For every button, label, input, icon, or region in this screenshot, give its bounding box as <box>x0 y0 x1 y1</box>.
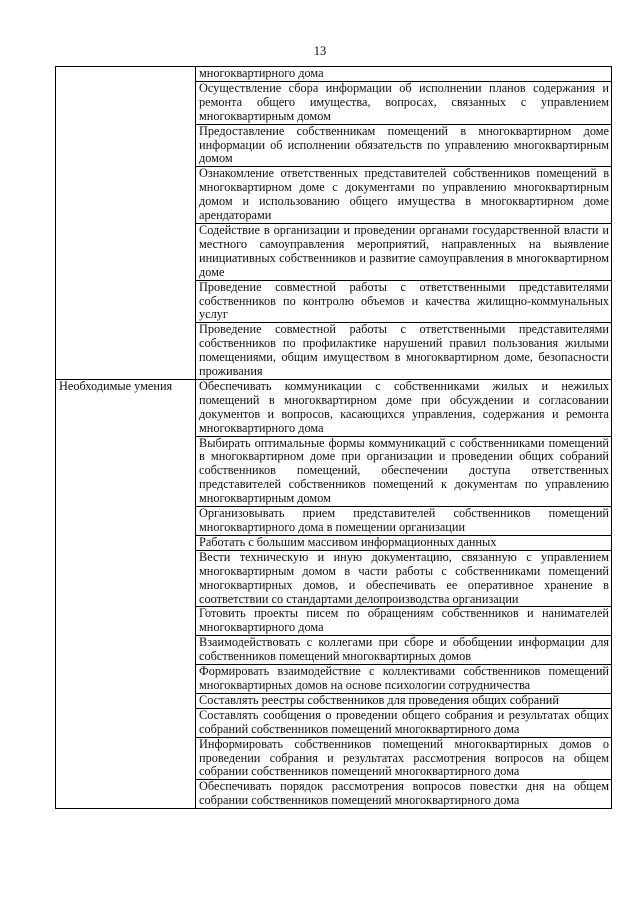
requirement-cell <box>196 693 612 708</box>
requirement-text: Проведение совместной работы с ответственными представителями собственников по профилактике нарушений правил пользования жилыми помещениями, общим имуществом в многоквартирном доме, безопасности проживания <box>199 322 609 379</box>
row-label: Необходимые умения <box>59 378 173 393</box>
requirement-cell <box>196 81 612 124</box>
requirement-text: Выбирать оптимальные формы коммуникаций с собственниками помещений в многоквартирном доме при организации и проведении общих собраний собственников помещений, обеспечении доступа ответственных представителей собственников помещений к документам по управлению многоквартирным домом <box>199 435 609 506</box>
page-number: 13 <box>313 44 327 58</box>
requirement-text: Обеспечивать порядок рассмотрения вопросов повестки дня на общем собрании собственников помещений многоквартирного дома <box>199 779 609 808</box>
table-row <box>56 67 612 82</box>
requirement-text: Работать с большим массивом информационных данных <box>199 534 497 549</box>
competency-table <box>55 66 612 809</box>
requirement-text: Содействие в организации и проведении органами государственной власти и местного самоуправления мероприятий, направленных на выявление инициативных собственников и развитие самоуправления в многоквартирном доме <box>199 222 609 279</box>
requirement-text: Проведение совместной работы с ответственными представителями собственников по контролю объемов и качества жилищно-коммунальных услуг <box>199 279 609 322</box>
requirement-cell <box>196 167 612 224</box>
requirement-cell <box>196 535 612 550</box>
requirement-cell <box>196 636 612 665</box>
requirement-cell <box>196 124 612 167</box>
requirement-text: Составлять сообщения о проведении общего собрания и результатах общих собраний собственников помещений многоквартирного дома <box>199 707 609 736</box>
requirement-cell <box>196 323 612 380</box>
requirement-text: Формировать взаимодействие с коллективами собственников помещений многоквартирных домов на основе психологии сотрудничества <box>199 664 609 692</box>
row-label-cell <box>56 379 196 808</box>
requirement-cell <box>196 550 612 607</box>
requirement-cell <box>196 436 612 507</box>
requirement-text: многоквартирного дома <box>199 66 324 80</box>
requirement-cell <box>196 737 612 780</box>
competency-table-body <box>56 67 612 809</box>
requirement-text: Обеспечивать коммуникации с собственниками жилых и нежилых помещений в многоквартирном доме при обсуждении и согласовании документов и вопросов, касающихся управления, содержания и ремонта многоквартирного дома <box>199 378 609 435</box>
requirement-cell <box>196 67 612 82</box>
table-row <box>56 379 612 436</box>
requirement-cell <box>196 665 612 694</box>
requirement-cell <box>196 379 612 436</box>
requirement-text: Составлять реестры собственников для проведения общих собраний <box>199 692 559 707</box>
requirement-cell <box>196 223 612 280</box>
requirement-text: Информировать собственников помещений многоквартирных домов о проведении собрания и результатах рассмотрения вопросов на общем собрании собственников помещений многоквартирного дома <box>199 736 609 779</box>
requirement-cell <box>196 780 612 809</box>
requirement-cell <box>196 607 612 636</box>
row-label-cell <box>56 67 196 380</box>
requirement-text: Ознакомление ответственных представителей собственников помещений в многоквартирном доме с документами по управлению многоквартирным домом и использованию общего имущества в многоквартирном доме арендаторами <box>199 166 609 223</box>
requirement-text: Организовывать прием представителей собственников помещений многоквартирного дома в помещении организации <box>199 506 609 534</box>
requirement-text: Осуществление сбора информации об исполнении планов содержания и ремонта общего имущества, вопросах, связанных с управлением многоквартирным домом <box>199 80 609 123</box>
requirement-cell <box>196 280 612 323</box>
requirement-text: Готовить проекты писем по обращениям собственников и нанимателей многоквартирного дома <box>199 606 609 635</box>
requirement-text: Взаимодействовать с коллегами при сборе и обобщении информации для собственников помещений многоквартирных домов <box>199 635 609 664</box>
requirement-cell <box>196 708 612 737</box>
requirement-text: Вести техническую и иную документацию, связанную с управлением многоквартирным домом в части работы с собственниками помещений многоквартирных домов, и обеспечивать ее оперативное хранение в соответствии со стандартами делопроизводства организации <box>199 549 609 606</box>
requirement-cell <box>196 507 612 536</box>
requirement-text: Предоставление собственникам помещений в многоквартирном доме информации об исполнении обязательств по управлению многоквартирным домом <box>199 123 609 166</box>
